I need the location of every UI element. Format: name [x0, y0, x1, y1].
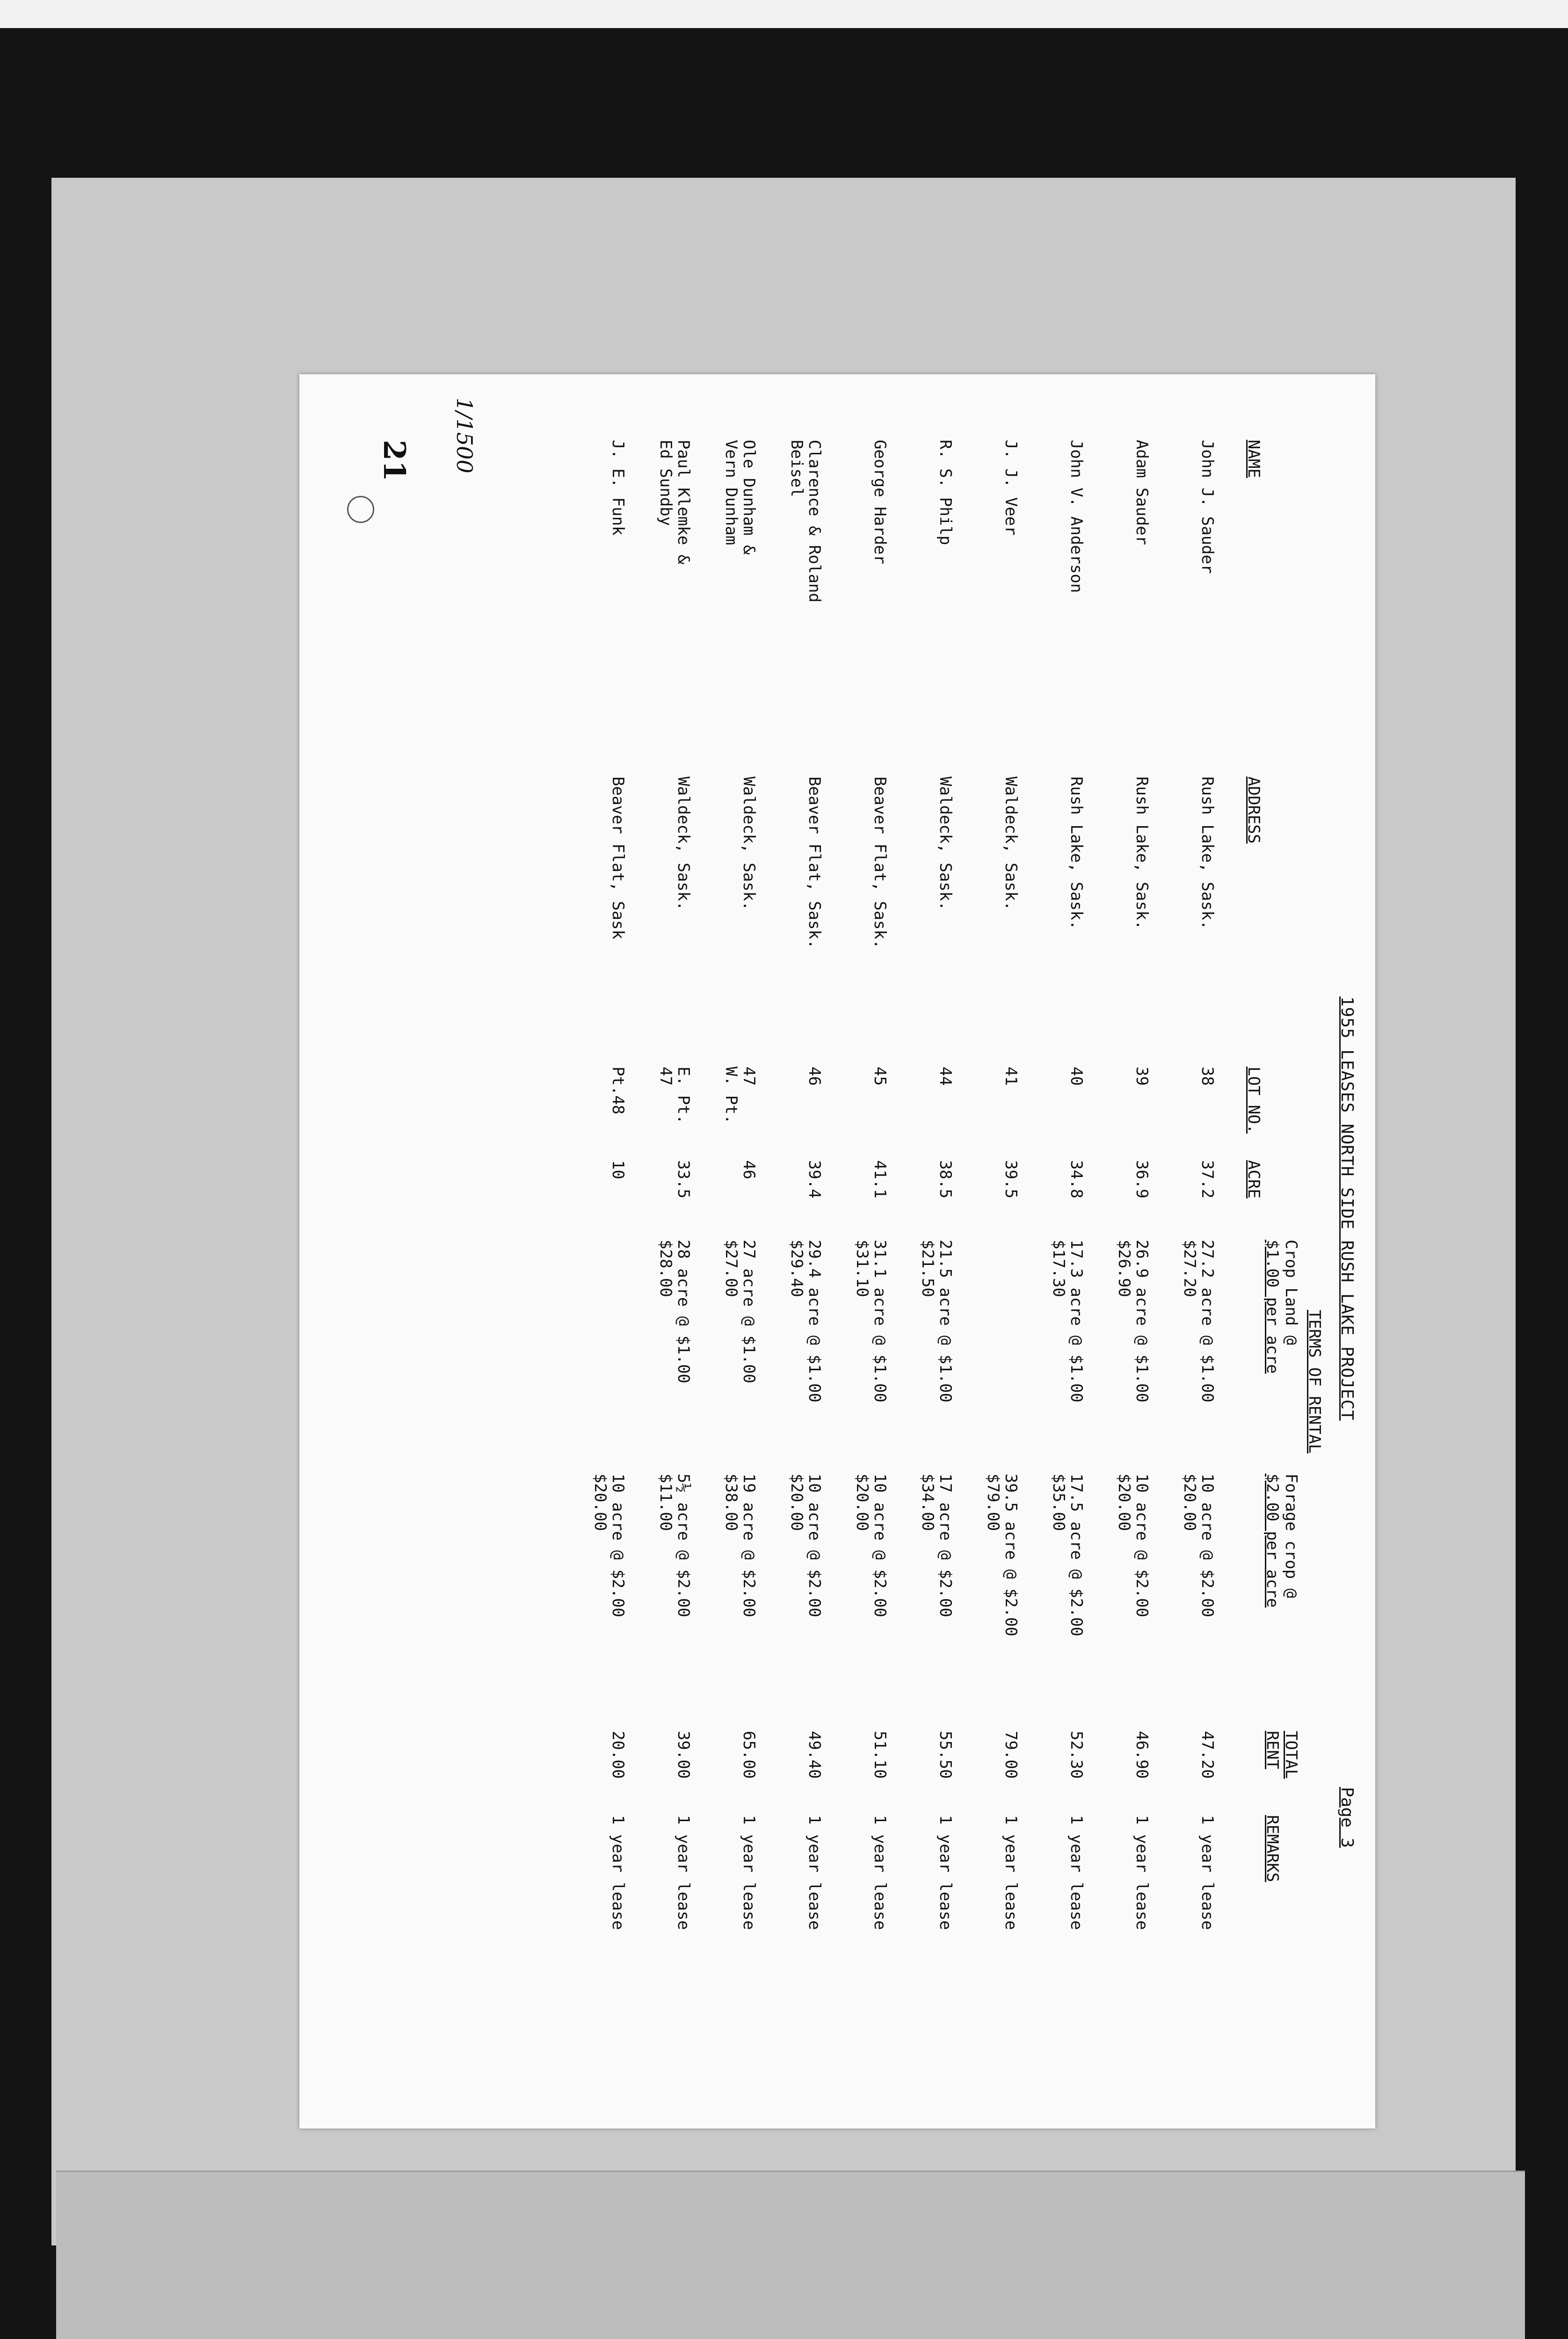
punch-hole-icon	[347, 496, 374, 523]
cell-address: Rush Lake, Sask.	[1067, 777, 1086, 930]
document-sheet	[299, 374, 1375, 2128]
cell-acre: 39.4	[805, 1160, 824, 1199]
cell-forage: 17.5 acre @ $2.00 $35.00	[1049, 1474, 1086, 1636]
cell-name: Paul Klemke & Ed Sundby	[656, 440, 693, 565]
cell-crop-land: 21.5 acre @ $1.00 $21.50	[918, 1240, 955, 1402]
header-crop-land: Crop Land @ $1.00 per acre	[1263, 1240, 1300, 1374]
cell-lot: 40	[1067, 1067, 1086, 1086]
cell-forage: 10 acre @ $2.00 $20.00	[1115, 1474, 1151, 1618]
cell-crop-land: 17.3 acre @ $1.00 $17.30	[1049, 1240, 1086, 1402]
cell-forage: 10 acre @ $2.00 $20.00	[1180, 1474, 1217, 1618]
header-total-rent: TOTAL RENT	[1263, 1731, 1300, 1779]
header-name: NAME	[1244, 440, 1263, 478]
cell-name: Ole Dunham & Vern Dunham	[722, 440, 758, 555]
cell-total: 20.00	[609, 1731, 627, 1779]
cell-crop-land: 28 acre @ $1.00 $28.00	[656, 1240, 693, 1384]
cell-total: 55.50	[936, 1731, 955, 1779]
cell-crop-land: 26.9 acre @ $1.00 $26.90	[1115, 1240, 1151, 1402]
cell-total: 39.00	[674, 1731, 693, 1779]
cell-acre: 38.5	[936, 1160, 955, 1199]
cell-forage: 19 acre @ $2.00 $38.00	[722, 1474, 758, 1618]
cell-forage: 17 acre @ $2.00 $34.00	[918, 1474, 955, 1618]
cell-acre: 36.9	[1132, 1160, 1151, 1199]
cell-crop-land: 27 acre @ $1.00 $27.00	[722, 1240, 758, 1384]
cell-total: 52.30	[1067, 1731, 1086, 1779]
cell-lot: 44	[936, 1067, 955, 1086]
cell-name: Clarence & Roland Beisel	[787, 440, 824, 603]
cell-total: 51.10	[871, 1731, 889, 1779]
cell-acre: 41.1	[871, 1160, 889, 1199]
cell-forage: 39.5 acre @ $2.00 $79.00	[984, 1474, 1020, 1636]
cell-crop-land: 31.1 acre @ $1.00 $31.10	[853, 1240, 889, 1402]
cell-address: Beaver Flat, Sask.	[871, 777, 889, 949]
cell-remarks: 1 year lease	[674, 1815, 693, 1930]
cell-name: John V. Anderson	[1067, 440, 1086, 593]
cell-acre: 46	[740, 1160, 758, 1179]
cell-total: 79.00	[1002, 1731, 1020, 1779]
cell-address: Beaver Flat, Sask.	[805, 777, 824, 949]
cell-name: George Harder	[871, 440, 889, 565]
cell-address: Waldeck, Sask.	[674, 777, 693, 911]
cell-address: Waldeck, Sask.	[936, 777, 955, 911]
cell-lot: 45	[871, 1067, 889, 1086]
document-title: 1955 LEASES NORTH SIDE RUSH LAKE PROJECT	[1337, 996, 1357, 1421]
cell-acre: 10	[609, 1160, 627, 1179]
table-row	[641, 374, 692, 2128]
cell-lot: Pt.48	[609, 1067, 627, 1115]
table-row	[1099, 374, 1151, 2128]
terms-of-rental-heading: TERMS OF RENTAL	[1305, 1310, 1324, 1454]
cell-lot: 39	[1132, 1067, 1151, 1086]
cell-name: J. J. Veer	[1002, 440, 1020, 536]
header-remarks: REMARKS	[1263, 1815, 1282, 1882]
cell-acre: 34.8	[1067, 1160, 1086, 1199]
mounting-board-lower	[56, 2171, 1525, 2339]
header-forage: Forage crop @ $2.00 per acre	[1263, 1474, 1300, 1608]
cell-address: Rush Lake, Sask.	[1132, 777, 1151, 930]
cell-lot: 41	[1002, 1067, 1020, 1086]
cell-address: Rush Lake, Sask.	[1198, 777, 1217, 930]
cell-address: Waldeck, Sask.	[740, 777, 758, 911]
cell-remarks: 1 year lease	[740, 1815, 758, 1930]
film-edge	[0, 0, 1568, 28]
cell-forage: 10 acre @ $2.00 $20.00	[591, 1474, 627, 1618]
cell-crop-land: 29.4 acre @ $1.00 $29.40	[787, 1240, 824, 1402]
cell-remarks: 1 year lease	[1067, 1815, 1086, 1930]
header-address: ADDRESS	[1244, 777, 1263, 844]
cell-name: John J. Sauder	[1198, 440, 1217, 574]
header-acre: ACRE	[1244, 1160, 1263, 1199]
cell-remarks: 1 year lease	[609, 1815, 627, 1930]
table-row	[837, 374, 889, 2128]
page-number: 21	[377, 440, 412, 482]
table-row	[968, 374, 1020, 2128]
cell-address: Beaver Flat, Sask	[609, 777, 627, 939]
table-row	[772, 374, 823, 2128]
rotated-content	[299, 374, 1375, 2128]
table-row	[1165, 374, 1216, 2128]
cell-remarks: 1 year lease	[1198, 1815, 1217, 1930]
table-row	[903, 374, 954, 2128]
table-row	[706, 374, 758, 2128]
cell-forage: 5½ acre @ $2.00 $11.00	[656, 1474, 693, 1618]
cell-acre: 39.5	[1002, 1160, 1020, 1199]
table-row	[575, 374, 627, 2128]
cell-acre: 33.5	[674, 1160, 693, 1199]
cell-lot: 46	[805, 1067, 824, 1086]
cell-crop-land: 27.2 acre @ $1.00 $27.20	[1180, 1240, 1217, 1402]
cell-remarks: 1 year lease	[1132, 1815, 1151, 1930]
cell-forage: 10 acre @ $2.00 $20.00	[853, 1474, 889, 1618]
cell-total: 47.20	[1198, 1731, 1217, 1779]
cell-lot: 47 W. Pt.	[722, 1067, 758, 1124]
cell-forage: 10 acre @ $2.00 $20.00	[787, 1474, 824, 1618]
header-lot: LOT NO.	[1244, 1067, 1263, 1134]
cell-remarks: 1 year lease	[805, 1815, 824, 1930]
cell-lot: 38	[1198, 1067, 1217, 1086]
cell-acre: 37.2	[1198, 1160, 1217, 1199]
cell-remarks: 1 year lease	[936, 1815, 955, 1930]
cell-total: 65.00	[740, 1731, 758, 1779]
table-row	[1034, 374, 1085, 2128]
cell-remarks: 1 year lease	[1002, 1815, 1020, 1930]
cell-name: R. S. Philp	[936, 440, 955, 545]
cell-total: 46.90	[1132, 1731, 1151, 1779]
cell-remarks: 1 year lease	[871, 1815, 889, 1930]
page-label: Page 3	[1337, 1787, 1357, 1848]
handwritten-note: 1/1500	[452, 398, 477, 473]
cell-address: Waldeck, Sask.	[1002, 777, 1020, 911]
cell-name: J. E. Funk	[609, 440, 627, 536]
cell-total: 49.40	[805, 1731, 824, 1779]
cell-name: Adam Sauder	[1132, 440, 1151, 545]
cell-lot: E. Pt. 47	[656, 1067, 693, 1124]
